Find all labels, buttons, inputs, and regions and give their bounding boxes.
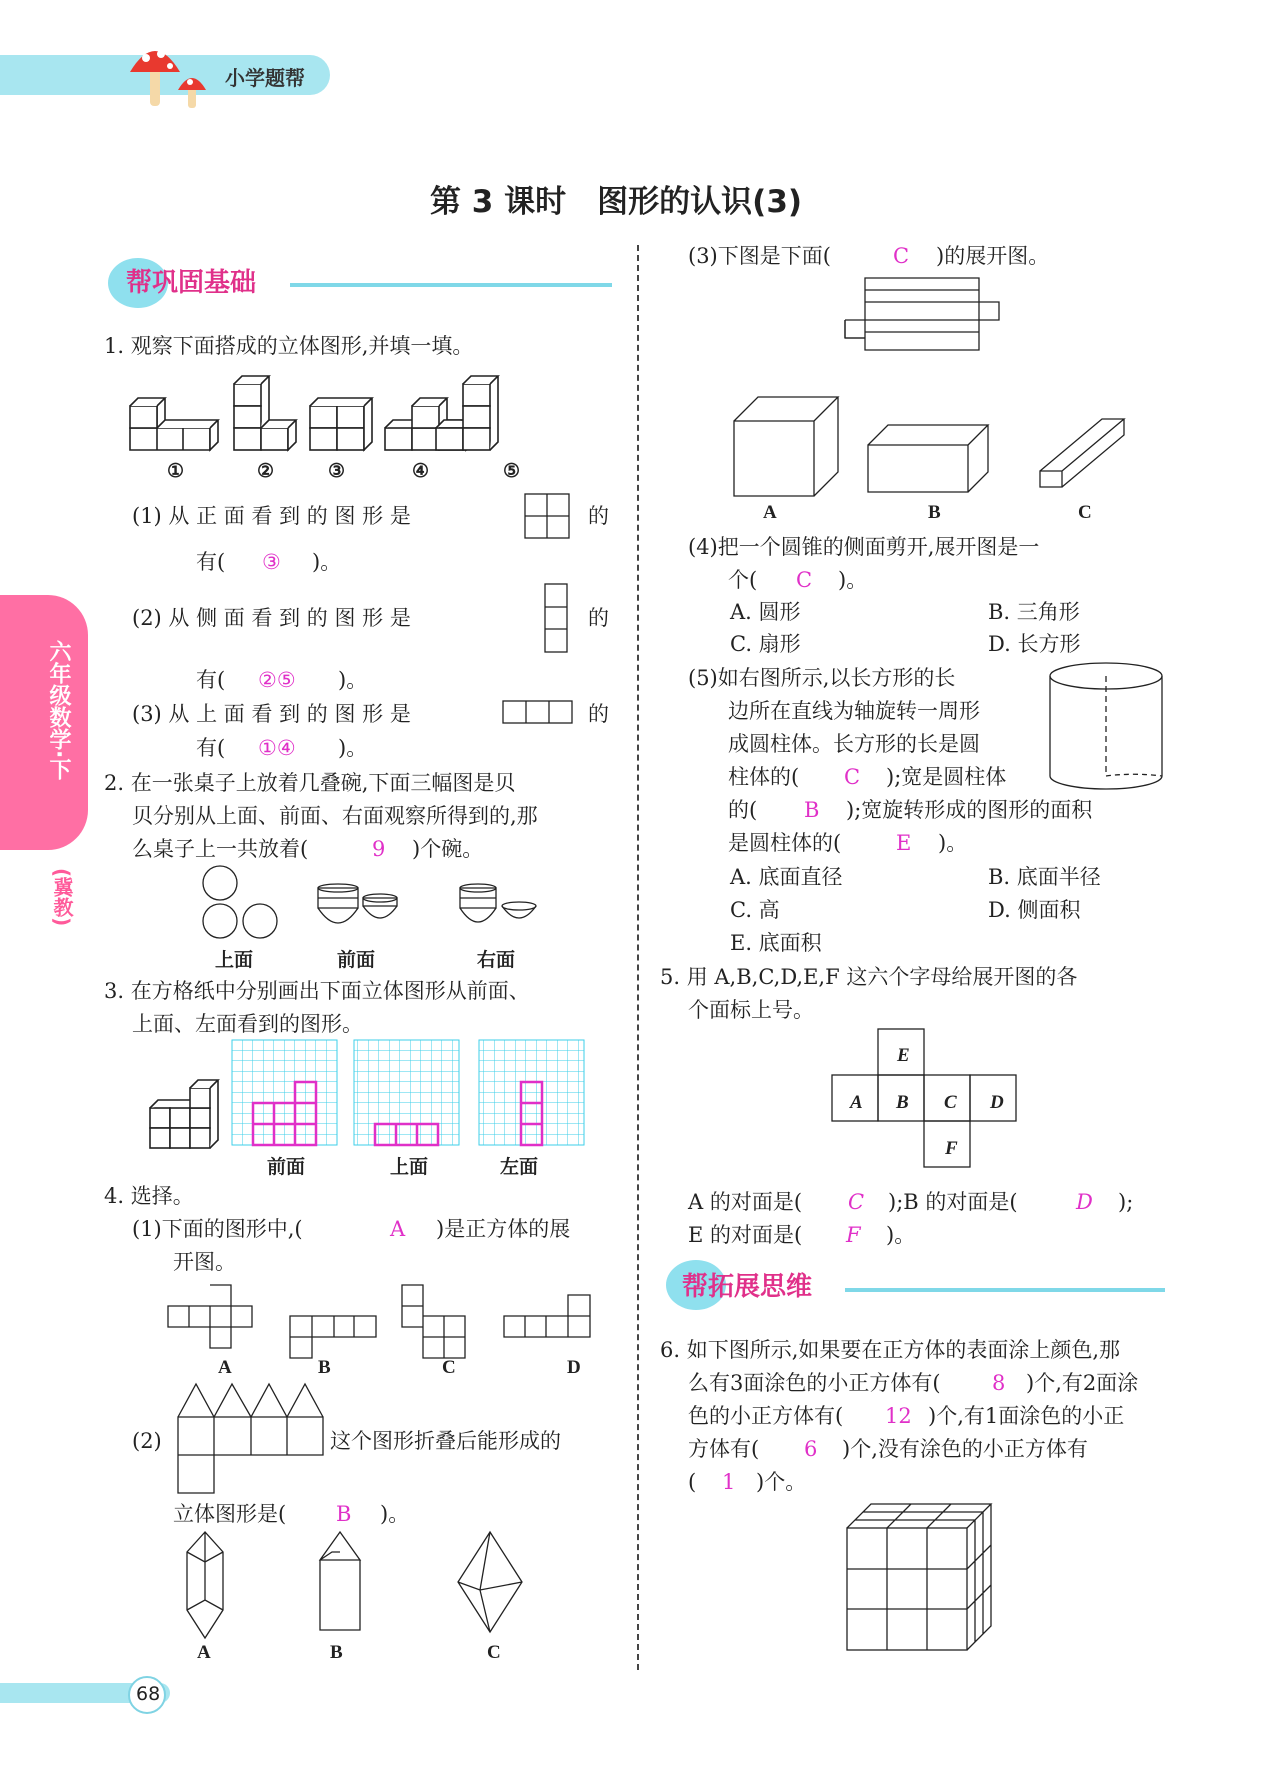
q5-net-b: B [896,1092,909,1113]
q6-line-4b: )个,没有涂色的小正方体有 [842,1437,1088,1461]
q4-cuboid-net [845,278,1005,358]
q1-p1-text: (1) 从 正 面 看 到 的 图 形 是 [132,504,411,528]
q1-figures [128,365,568,460]
q4-p5-l5b: );宽旋转形成的图形的面积 [846,798,1093,822]
q6-line-4a: 方体有( [688,1437,760,1461]
q4-p2a: (2) [132,1429,162,1453]
q4-answer-5b[interactable]: B [804,798,820,822]
q4-p5-l3: 成圆柱体。长方形的长是圆 [728,732,980,756]
q4-answer-5c[interactable]: E [896,831,912,855]
q1-label-4: ④ [412,461,430,482]
q1-label-3: ③ [328,461,346,482]
q4-o5-b: B. 底面半径 [988,865,1101,889]
q4-o4-d: D. 长方形 [988,632,1081,656]
q2-bowls [200,866,540,941]
q6-cube [845,1502,1005,1657]
q5-net-c: C [944,1092,957,1113]
q2-label-right: 右面 [477,950,516,971]
section-title-extend: 帮拓展思维 [682,1272,813,1302]
column-divider [637,245,639,1670]
q4-p4b: 个( [728,568,758,592]
q6-line-3a: 色的小正方体有( [688,1404,844,1428]
q5-r2a: E 的对面是( [688,1223,803,1247]
q4-opt3-b: B [928,502,941,523]
q4-o4-c: C. 扇形 [730,632,801,656]
q1-p1-you: 有( [196,550,226,574]
q2-answer[interactable]: 9 [372,837,386,861]
q4-p4c: )。 [838,568,868,592]
q4-p2d: )。 [380,1502,410,1526]
section-line-2 [845,1288,1165,1292]
q4-p1a: (1)下面的图形中,( [132,1217,303,1241]
q4-p5-l6b: )。 [938,831,968,855]
q4-p3a: (3)下图是下面( [688,244,831,268]
q2-line-3b: )个碗。 [412,837,484,861]
q4-answer-3[interactable]: C [893,244,910,268]
q1-label-2: ② [257,461,275,482]
q5-answer-3[interactable]: F [846,1223,861,1247]
q4-o5-e: E. 底面积 [730,931,822,955]
q4-p5-l5a: 的( [728,798,758,822]
q5-r1b: );B 的对面是( [888,1190,1018,1214]
q4-opt3-a: A [763,502,777,523]
q5-r2b: )。 [886,1223,916,1247]
q6-line-3b: )个,有1面涂色的小正 [928,1404,1125,1428]
q1-p3-end: )。 [338,736,368,760]
page-title: 第 3 课时 图形的认识(3) [430,184,803,220]
side-tab-grade: 六年级数学·下 [46,640,71,781]
q4-p1b: )是正方体的展 [436,1217,571,1241]
q3-line-2: 上面、左面看到的图形。 [132,1012,363,1036]
q4-opt1-a: A [218,1357,232,1378]
q4-p5-l4b: );宽是圆柱体 [886,765,1007,789]
section-line [290,283,612,287]
q5-net-d: D [990,1092,1004,1113]
q1-p3-you: 有( [196,736,226,760]
q4-opt1-b: B [318,1357,331,1378]
q1-label-1: ① [167,461,185,482]
q1-p1-shape [524,493,572,541]
page-number: 68 [136,1683,161,1705]
q3-solid [148,1078,228,1153]
q5-line-2: 个面标上号。 [688,998,814,1022]
q1-p2-text: (2) 从 侧 面 看 到 的 图 形 是 [132,606,411,630]
q4-opt1-d: D [567,1357,581,1378]
q1-p1-end: )。 [312,550,342,574]
q4-answer-4[interactable]: C [796,568,813,592]
q2-label-top: 上面 [215,950,254,971]
q4-answer-1[interactable]: A [390,1217,406,1241]
q1-label-5: ⑤ [503,461,521,482]
q4-opt2-b: B [330,1642,343,1663]
q2-line-3a: 么桌子上一共放着( [132,837,309,861]
q3-line-1: 3. 在方格纸中分别画出下面立体图形从前面、 [104,979,530,1003]
q1-p2-end: )。 [338,668,368,692]
q4-solids-3 [730,395,1130,500]
q6-line-2a: 么有3面涂色的小正方体有( [688,1371,941,1395]
q6-answer-3[interactable]: 6 [804,1437,818,1461]
q4-stem: 4. 选择。 [104,1184,194,1208]
q5-r1c: ); [1118,1190,1134,1214]
q2-label-front: 前面 [337,950,376,971]
q4-p2b: 这个图形折叠后能形成的 [330,1429,561,1453]
q4-p1c: 开图。 [173,1250,236,1274]
q1-p2-you: 有( [196,668,226,692]
q3-label-front: 前面 [267,1157,306,1178]
q6-answer-2[interactable]: 12 [885,1404,912,1428]
q5-answer-1[interactable]: C [848,1190,865,1214]
q6-answer-4[interactable]: 1 [722,1470,736,1494]
q2-line-1: 2. 在一张桌子上放着几叠碗,下面三幅图是贝 [104,771,516,795]
q1-p1-de: 的 [588,504,609,528]
q5-net-a: A [850,1092,863,1113]
q5-net-f: F [945,1138,958,1159]
q6-answer-1[interactable]: 8 [992,1371,1006,1395]
q4-opt2-c: C [487,1642,501,1663]
q4-cylinder [1048,662,1168,792]
q4-solids-2 [170,1530,540,1642]
q4-p5-l4a: 柱体的( [728,765,800,789]
q1-p2-de: 的 [588,606,609,630]
q4-o5-d: D. 侧面积 [988,898,1081,922]
q1-stem: 1. 观察下面搭成的立体图形,并填一填。 [104,334,474,358]
q1-answer-3[interactable]: ①④ [258,736,296,760]
q4-answer-5a[interactable]: C [844,765,861,789]
q4-opt3-c: C [1078,502,1092,523]
q1-p3-shape [502,700,576,726]
q4-p5-l1: (5)如右图所示,以长方形的长 [688,666,956,690]
q4-o5-c: C. 高 [730,898,780,922]
brand-name: 小学题帮 [225,66,305,90]
q4-nets-1 [168,1282,618,1357]
q1-p3-text: (3) 从 上 面 看 到 的 图 形 是 [132,702,411,726]
q3-grids [232,1040,592,1150]
q5-net-e: E [897,1045,910,1066]
q5-line-1: 5. 用 A,B,C,D,E,F 这六个字母给展开图的各 [660,965,1078,989]
q4-o5-a: A. 底面直径 [730,865,843,889]
q4-p4a: (4)把一个圆锥的侧面剪开,展开图是一 [688,535,1040,559]
q3-label-top: 上面 [390,1157,429,1178]
q1-p3-de: 的 [588,702,609,726]
q1-answer-1[interactable]: ③ [262,550,281,574]
section-title-basic: 帮巩固基础 [126,268,257,298]
q4-answer-2[interactable]: B [336,1502,352,1526]
q4-o4-b: B. 三角形 [988,600,1080,624]
q6-line-5a: ( [688,1470,697,1494]
q3-label-left: 左面 [500,1157,539,1178]
q2-line-2: 贝分别从上面、前面、右面观察所得到的,那 [132,804,538,828]
q4-opt1-c: C [442,1357,456,1378]
q4-p3b: )的展开图。 [936,244,1050,268]
mushroom-icon [128,38,218,113]
q6-line-1: 6. 如下图所示,如果要在正方体的表面涂上颜色,那 [660,1338,1121,1362]
q6-line-5b: )个。 [756,1470,807,1494]
q5-answer-2[interactable]: D [1076,1190,1093,1214]
q4-p5-l2: 边所在直线为轴旋转一周形 [728,699,980,723]
q1-answer-2[interactable]: ②⑤ [258,668,296,692]
q6-line-2b: )个,有2面涂 [1026,1371,1139,1395]
side-tab-edition: (冀教) [50,868,74,927]
q5-r1a: A 的对面是( [688,1190,803,1214]
q4-o4-a: A. 圆形 [730,600,801,624]
q4-p5-l6a: 是圆柱体的( [728,831,842,855]
q4-prism-net [178,1382,328,1497]
q1-p2-shape [544,583,570,655]
q4-p2c: 立体图形是( [173,1502,287,1526]
q4-opt2-a: A [197,1642,211,1663]
